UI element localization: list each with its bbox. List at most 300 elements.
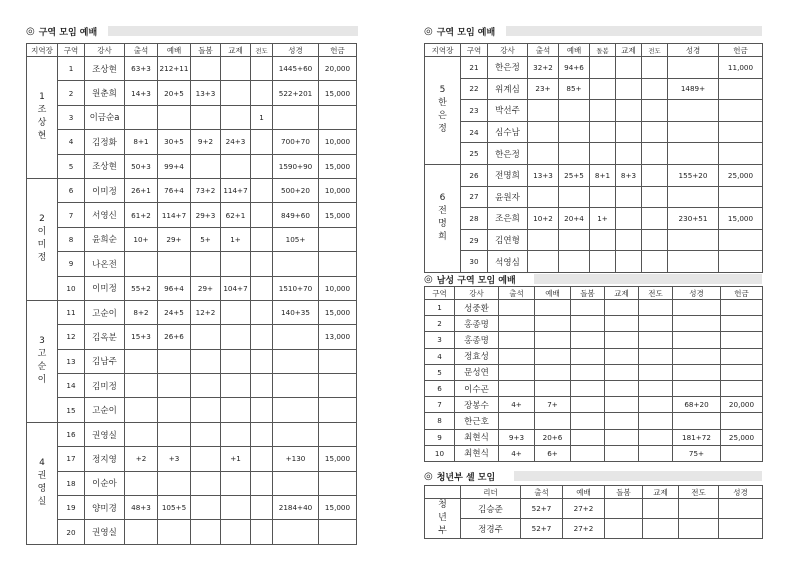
table-cell: 29+3 <box>191 203 221 227</box>
table-cell <box>125 422 158 446</box>
right-top-title-text: 구역 모임 예배 <box>436 27 496 38</box>
table-cell: 20 <box>58 520 85 544</box>
table-cell: 9+2 <box>191 130 221 154</box>
table-cell <box>221 325 251 349</box>
table-cell <box>528 100 559 122</box>
table-cell: 15,000 <box>319 300 357 324</box>
leader-name-cell: 위계심 <box>488 78 528 100</box>
table-row <box>27 130 357 154</box>
group-leader-char: 은 <box>438 111 447 122</box>
table-cell: 23 <box>461 100 488 122</box>
column-header: 예배 <box>158 44 191 57</box>
table-row <box>425 78 763 100</box>
table-cell <box>319 422 357 446</box>
table-cell <box>535 300 571 316</box>
table-cell: 24+5 <box>158 300 191 324</box>
table-cell <box>668 57 719 79</box>
table-cell <box>251 325 273 349</box>
table-cell <box>273 422 319 446</box>
group-leader-char: 명 <box>438 219 447 230</box>
table-cell <box>642 164 668 186</box>
column-header: 전도 <box>679 486 719 499</box>
table-cell: 2 <box>425 316 455 332</box>
leader-name-cell: 문성연 <box>455 364 499 380</box>
column-header: 돌봄 <box>191 44 221 57</box>
table-row <box>425 364 763 380</box>
table-cell <box>590 121 616 143</box>
table-cell: 29+ <box>158 227 191 251</box>
table-cell: 9 <box>58 252 85 276</box>
table-cell <box>590 78 616 100</box>
table-cell: 15+3 <box>125 325 158 349</box>
table-cell <box>719 519 763 539</box>
table-cell <box>668 251 719 273</box>
column-header: 헌금 <box>719 44 763 57</box>
table-row <box>425 57 763 79</box>
group-leader-char: 이 <box>37 375 47 386</box>
table-cell <box>571 332 605 348</box>
table-cell: 8+2 <box>125 300 158 324</box>
table-cell <box>639 429 673 445</box>
table-cell: 9 <box>425 429 455 445</box>
table-cell: 63+3 <box>125 57 158 81</box>
table-cell: 15 <box>58 398 85 422</box>
group-leader-char: 고 <box>37 349 47 360</box>
table-row <box>27 447 357 471</box>
table-cell: 85+ <box>559 78 590 100</box>
table-cell: 99+4 <box>158 154 191 178</box>
table-cell: 500+20 <box>273 178 319 202</box>
leader-name-cell: 전명희 <box>488 164 528 186</box>
table-cell: 25+5 <box>559 164 590 186</box>
table-cell <box>571 348 605 364</box>
table-cell <box>535 380 571 396</box>
table-cell <box>221 57 251 81</box>
leader-name-cell: 김미정 <box>85 374 125 398</box>
youth-group-char: 청 <box>438 500 447 510</box>
column-header: 리더 <box>461 486 521 499</box>
table-row <box>425 332 763 348</box>
leader-name-cell: 윤원자 <box>488 186 528 208</box>
table-cell: 61+2 <box>125 203 158 227</box>
table-cell: 19 <box>58 496 85 520</box>
column-header: 교제 <box>605 287 639 300</box>
table-cell <box>499 316 535 332</box>
table-cell: 17 <box>58 447 85 471</box>
table-cell: 1510+70 <box>273 276 319 300</box>
table-row <box>27 520 357 544</box>
table-cell: 5 <box>425 364 455 380</box>
table-cell <box>605 316 639 332</box>
table-cell <box>535 316 571 332</box>
table-cell: 8+3 <box>616 164 642 186</box>
table-row <box>425 164 763 186</box>
table-cell <box>642 143 668 165</box>
leader-name-cell: 권영실 <box>85 422 125 446</box>
table-row <box>27 496 357 520</box>
table-cell <box>221 520 251 544</box>
leader-name-cell: 윤희순 <box>85 227 125 251</box>
table-cell: 12+2 <box>191 300 221 324</box>
table-cell <box>642 78 668 100</box>
table-cell <box>125 105 158 129</box>
table-cell <box>673 364 721 380</box>
table-cell <box>673 316 721 332</box>
table-cell: 28 <box>461 208 488 230</box>
column-header: 강사 <box>488 44 528 57</box>
men-title-text: 남성 구역 모임 예배 <box>436 275 516 286</box>
table-cell: 14 <box>58 374 85 398</box>
table-cell <box>679 519 719 539</box>
table-cell <box>590 251 616 273</box>
table-cell <box>221 398 251 422</box>
table-cell <box>719 143 763 165</box>
table-cell <box>221 349 251 373</box>
table-cell: +2 <box>125 447 158 471</box>
table-cell <box>499 413 535 429</box>
table-cell <box>571 364 605 380</box>
table-cell: 1445+60 <box>273 57 319 81</box>
table-cell: 4+ <box>499 445 535 461</box>
table-cell <box>221 252 251 276</box>
group-leader-cell <box>425 164 461 272</box>
table-cell: 11 <box>58 300 85 324</box>
table-cell: +130 <box>273 447 319 471</box>
table-cell <box>158 398 191 422</box>
table-cell <box>191 398 221 422</box>
table-cell: 13+3 <box>191 81 221 105</box>
table-cell <box>191 422 221 446</box>
table-cell: 212+11 <box>158 57 191 81</box>
leader-name-cell: 김승준 <box>461 499 521 519</box>
group-leader-char: 정 <box>37 253 47 264</box>
table-cell: 15,000 <box>319 81 357 105</box>
column-header: 돌봄 <box>571 287 605 300</box>
group-leader-char: 전 <box>438 206 447 217</box>
table-cell: 20+5 <box>158 81 191 105</box>
table-cell: 68+20 <box>673 397 721 413</box>
leader-name-cell: 장봉수 <box>455 397 499 413</box>
circle-bullet-icon: ◎ <box>26 25 35 37</box>
table-cell: 55+2 <box>125 276 158 300</box>
table-cell <box>319 520 357 544</box>
table-cell: 114+7 <box>221 178 251 202</box>
table-cell: 26 <box>461 164 488 186</box>
table-cell <box>273 252 319 276</box>
table-row <box>27 81 357 105</box>
table-cell <box>251 227 273 251</box>
group-leader-char: 한 <box>438 98 447 109</box>
table-cell <box>719 251 763 273</box>
leader-name-cell: 권영실 <box>85 520 125 544</box>
table-cell: 10 <box>58 276 85 300</box>
column-header: 성경 <box>673 287 721 300</box>
table-cell <box>616 78 642 100</box>
table-cell <box>605 300 639 316</box>
leader-name-cell: 홍종명 <box>455 316 499 332</box>
table-cell <box>319 252 357 276</box>
column-header: 출석 <box>499 287 535 300</box>
group-leader-char: 4 <box>39 458 45 469</box>
table-cell <box>639 332 673 348</box>
table-cell <box>191 349 221 373</box>
table-row <box>425 143 763 165</box>
table-cell <box>499 332 535 348</box>
table-cell <box>719 229 763 251</box>
table-cell: 10,000 <box>319 276 357 300</box>
table-cell <box>639 316 673 332</box>
table-cell: 9+3 <box>499 429 535 445</box>
leader-name-cell: 최현식 <box>455 429 499 445</box>
table-cell <box>251 471 273 495</box>
table-cell <box>251 203 273 227</box>
left-section-title <box>26 24 356 38</box>
table-cell <box>605 364 639 380</box>
table-cell: 104+7 <box>221 276 251 300</box>
table-cell: 27+2 <box>563 519 605 539</box>
table-cell: 6 <box>58 178 85 202</box>
table-cell: 30+5 <box>158 130 191 154</box>
table-cell <box>639 397 673 413</box>
table-cell <box>191 154 221 178</box>
men-district-table <box>424 286 763 462</box>
table-row <box>425 413 763 429</box>
table-cell <box>499 380 535 396</box>
table-cell <box>251 349 273 373</box>
table-cell: 522+201 <box>273 81 319 105</box>
table-cell <box>605 332 639 348</box>
column-header: 교제 <box>643 486 679 499</box>
table-cell: 12 <box>58 325 85 349</box>
leader-name-cell: 이순아 <box>85 471 125 495</box>
table-cell: 73+2 <box>191 178 221 202</box>
column-header: 예배 <box>559 44 590 57</box>
column-header: 예배 <box>535 287 571 300</box>
table-cell <box>191 105 221 129</box>
table-cell <box>273 349 319 373</box>
leader-name-cell: 한은정 <box>488 57 528 79</box>
table-cell <box>319 471 357 495</box>
table-cell <box>605 499 643 519</box>
table-row <box>425 445 763 461</box>
table-row <box>27 252 357 276</box>
column-header: 구역 <box>58 44 85 57</box>
table-cell: 50+3 <box>125 154 158 178</box>
table-cell: 7+ <box>535 397 571 413</box>
leader-name-cell: 김옥분 <box>85 325 125 349</box>
table-cell: 230+51 <box>668 208 719 230</box>
youth-cell-table <box>424 485 763 539</box>
table-cell: +3 <box>158 447 191 471</box>
table-row <box>27 325 357 349</box>
leader-name-cell: 홍종명 <box>455 332 499 348</box>
table-cell <box>616 57 642 79</box>
table-cell: 48+3 <box>125 496 158 520</box>
table-cell: 29+ <box>191 276 221 300</box>
table-cell <box>221 374 251 398</box>
group-leader-char: 상 <box>37 118 47 129</box>
table-cell <box>191 374 221 398</box>
group-leader-char: 3 <box>39 336 45 347</box>
table-cell <box>642 186 668 208</box>
table-cell <box>571 445 605 461</box>
table-cell: 75+ <box>673 445 721 461</box>
table-cell <box>616 229 642 251</box>
table-cell <box>221 154 251 178</box>
table-cell <box>125 471 158 495</box>
table-cell <box>319 105 357 129</box>
table-cell: 25 <box>461 143 488 165</box>
leader-name-cell: 김연형 <box>488 229 528 251</box>
column-header: 출석 <box>528 44 559 57</box>
table-cell <box>605 380 639 396</box>
youth-section-title <box>424 469 760 483</box>
table-cell <box>559 251 590 273</box>
table-cell <box>719 78 763 100</box>
table-cell: 6 <box>425 380 455 396</box>
table-cell: 15,000 <box>319 496 357 520</box>
table-cell <box>616 143 642 165</box>
table-cell: 155+20 <box>668 164 719 186</box>
table-cell: 3 <box>425 332 455 348</box>
table-row <box>27 178 357 202</box>
table-cell: 62+1 <box>221 203 251 227</box>
table-cell: 24+3 <box>221 130 251 154</box>
table-cell <box>319 374 357 398</box>
table-cell <box>668 186 719 208</box>
table-cell <box>673 300 721 316</box>
table-row <box>425 300 763 316</box>
table-cell: 849+60 <box>273 203 319 227</box>
group-leader-char: 영 <box>37 484 47 495</box>
table-cell: 10 <box>425 445 455 461</box>
column-header: 돌봄 <box>605 486 643 499</box>
table-cell <box>605 348 639 364</box>
table-cell: 5+ <box>191 227 221 251</box>
table-row <box>27 276 357 300</box>
table-cell <box>535 332 571 348</box>
column-header: 강사 <box>455 287 499 300</box>
table-cell <box>590 229 616 251</box>
table-cell <box>158 422 191 446</box>
table-cell <box>642 57 668 79</box>
table-cell <box>605 397 639 413</box>
table-cell <box>221 81 251 105</box>
table-cell: 105+5 <box>158 496 191 520</box>
table-cell <box>571 380 605 396</box>
table-cell <box>251 398 273 422</box>
table-row <box>425 397 763 413</box>
table-cell: 25,000 <box>721 429 763 445</box>
table-cell <box>535 348 571 364</box>
youth-group-cell <box>425 499 461 539</box>
table-cell <box>191 471 221 495</box>
table-cell <box>191 520 221 544</box>
column-header: 강사 <box>85 44 125 57</box>
table-cell <box>616 100 642 122</box>
table-cell <box>639 348 673 364</box>
column-header: 성경 <box>273 44 319 57</box>
table-cell: 23+ <box>528 78 559 100</box>
leader-name-cell: 고순이 <box>85 398 125 422</box>
table-cell: +1 <box>221 447 251 471</box>
table-cell <box>679 499 719 519</box>
table-row <box>425 208 763 230</box>
group-leader-cell <box>27 422 58 544</box>
table-cell: 105+ <box>273 227 319 251</box>
table-cell: 11,000 <box>719 57 763 79</box>
table-cell <box>221 105 251 129</box>
table-cell <box>571 397 605 413</box>
table-cell <box>571 300 605 316</box>
table-row <box>27 105 357 129</box>
table-row <box>425 380 763 396</box>
table-cell <box>221 422 251 446</box>
table-cell: 8+1 <box>125 130 158 154</box>
table-cell: 20+6 <box>535 429 571 445</box>
circle-bullet-icon: ◎ <box>424 470 433 482</box>
table-cell <box>251 81 273 105</box>
group-leader-char: 이 <box>37 227 47 238</box>
table-cell <box>191 496 221 520</box>
leader-name-cell: 최현식 <box>455 445 499 461</box>
leader-name-cell: 정효성 <box>455 348 499 364</box>
table-cell: 8 <box>425 413 455 429</box>
table-cell: 16 <box>58 422 85 446</box>
column-header: 지역장 <box>27 44 58 57</box>
table-cell: 1 <box>425 300 455 316</box>
table-cell: 8 <box>58 227 85 251</box>
table-cell: 13,000 <box>319 325 357 349</box>
table-cell: 52+7 <box>521 519 563 539</box>
column-header: 구역 <box>461 44 488 57</box>
column-header: 구역 <box>425 287 455 300</box>
group-leader-char: 1 <box>39 92 45 103</box>
table-cell <box>719 186 763 208</box>
leader-name-cell: 정지영 <box>85 447 125 471</box>
table-cell: 27+2 <box>563 499 605 519</box>
table-cell <box>499 364 535 380</box>
leader-name-cell: 이금순a <box>85 105 125 129</box>
leader-name-cell: 조상현 <box>85 57 125 81</box>
table-cell <box>191 252 221 276</box>
table-cell <box>158 471 191 495</box>
table-cell <box>319 398 357 422</box>
group-leader-char: 정 <box>438 124 447 135</box>
table-cell <box>319 349 357 373</box>
table-cell <box>499 300 535 316</box>
table-cell <box>273 520 319 544</box>
table-cell <box>605 445 639 461</box>
column-header: 성경 <box>668 44 719 57</box>
table-cell: 20+4 <box>559 208 590 230</box>
table-cell <box>719 499 763 519</box>
table-row <box>27 203 357 227</box>
group-leader-char: 순 <box>37 362 47 373</box>
group-leader-char: 실 <box>37 497 47 508</box>
table-cell: 30 <box>461 251 488 273</box>
table-cell: 10+2 <box>528 208 559 230</box>
table-cell <box>125 374 158 398</box>
column-header: 교제 <box>616 44 642 57</box>
table-cell <box>528 251 559 273</box>
table-cell <box>639 300 673 316</box>
table-row <box>27 471 357 495</box>
group-leader-char: 5 <box>439 85 446 96</box>
table-row <box>425 519 763 539</box>
table-cell <box>673 380 721 396</box>
column-header: 예배 <box>563 486 605 499</box>
